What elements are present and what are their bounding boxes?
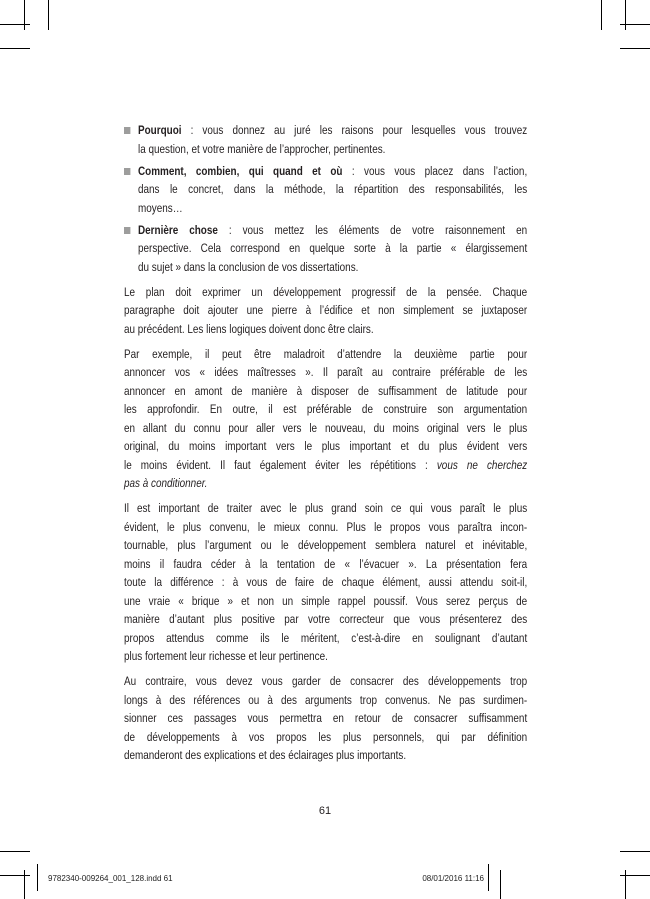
text-line xyxy=(124,728,527,747)
text-line xyxy=(124,474,527,493)
text-line xyxy=(138,199,527,218)
text-line xyxy=(124,419,527,438)
crop-mark xyxy=(48,0,49,30)
crop-mark xyxy=(500,870,501,899)
paragraph xyxy=(124,672,527,765)
text: demanderont des explications et des éclairages plus importants. xyxy=(124,748,407,762)
text-line xyxy=(124,629,527,648)
crop-mark xyxy=(620,24,650,25)
text-line xyxy=(124,382,527,401)
text-line xyxy=(124,320,527,339)
body-text xyxy=(124,121,527,765)
crop-mark xyxy=(37,864,38,891)
crop-mark xyxy=(601,0,602,30)
crop-mark xyxy=(0,875,30,876)
text-line xyxy=(124,746,527,765)
bullet-item xyxy=(124,221,527,277)
crop-mark xyxy=(24,0,25,30)
italic-text: pas à conditionner. xyxy=(124,476,208,490)
crop-mark xyxy=(625,870,626,899)
text: du sujet » dans la conclusion de vos dissertations. xyxy=(138,259,359,274)
text-line xyxy=(138,121,527,140)
text: dans le concret, dans la méthode, la répartition des responsabilités, les xyxy=(138,182,528,196)
text-line xyxy=(124,573,527,592)
text: toute la différence : à vous de faire de chaque élément, aussi attendu soit-il, xyxy=(124,575,528,589)
text-line xyxy=(124,499,527,518)
text-line xyxy=(124,301,527,320)
text: original, du moins important vers le plus important et du plus évident vers xyxy=(124,439,528,453)
text: annoncer en amont de manière à disposer de suffisamment de latitude pour xyxy=(124,383,528,398)
text: annoncer vos « idées maîtresses ». Il paraît au contraire préférable de les xyxy=(124,365,528,379)
text-line xyxy=(124,518,527,537)
bold-lead: Comment, combien, qui quand et où xyxy=(138,163,343,178)
crop-mark xyxy=(0,24,30,25)
text: Par exemple, il peut être maladroit d’attendre la deuxième partie pour xyxy=(124,346,528,361)
crop-mark xyxy=(620,851,650,852)
text: une vraie « brique » et non un simple rappel poussif. Vous serez perçus de xyxy=(124,593,528,608)
text: évident, le plus convenu, le mieux connu. Plus le propos vous paraîtra incon- xyxy=(124,519,528,534)
slug-date: 08/01/2016 11:16 xyxy=(422,874,484,883)
text: Le plan doit exprimer un développement progressif de la pensée. Chaque xyxy=(124,284,528,299)
text: Il est important de traiter avec le plus grand soin ce qui vous paraît le plus xyxy=(124,501,528,515)
text-line xyxy=(138,221,527,240)
text: le moins évident. Il faut également éviter les répétitions : xyxy=(124,457,437,472)
italic-text: vous ne cherchez xyxy=(436,457,528,472)
text: manière d’autant plus positive par votre correcteur que vous présenterez des xyxy=(124,612,528,626)
text: plus fortement leur richesse et leur pertinence. xyxy=(124,649,328,663)
text-line xyxy=(138,140,527,159)
text: : vous vous placez dans l’action, xyxy=(342,163,528,178)
crop-mark xyxy=(625,0,626,30)
text-line xyxy=(124,400,527,419)
text-line xyxy=(124,555,527,574)
text-line xyxy=(124,363,527,382)
text-line xyxy=(124,691,527,710)
paragraph xyxy=(124,283,527,339)
text: en allant du connu pour aller vers le nouveau, du moins original vers le plus xyxy=(124,420,528,435)
text: : vous mettez les éléments de votre raisonnement en xyxy=(217,222,528,237)
text-line xyxy=(124,647,527,666)
text: paragraphe doit ajouter une pierre à l’édifice et non simplement se juxtaposer xyxy=(124,303,528,317)
page-number: 61 xyxy=(318,805,332,817)
text: moyens… xyxy=(138,200,183,215)
text: tournable, plus l’argument ou le développement semblera naturel et inévitable, xyxy=(124,538,528,552)
text-line xyxy=(124,345,527,364)
bullet-item xyxy=(124,162,527,218)
text: perspective. Cela correspond en quelque sorte à la partie « élargissement xyxy=(138,241,528,255)
text-line xyxy=(124,709,527,728)
text-line xyxy=(124,672,527,691)
text: propos attendus comme ils le méritent, c’est-à-dire en soulignant d’autant xyxy=(124,630,528,645)
text: la question, et votre manière de l’approcher, pertinentes. xyxy=(138,141,386,156)
text: longs à des références ou à des arguments trop convenus. Ne pas surdimen- xyxy=(124,692,528,707)
text-line xyxy=(124,283,527,302)
crop-mark xyxy=(488,864,489,891)
text-line xyxy=(124,437,527,456)
text: Au contraire, vous devez vous garder de consacrer des développements trop xyxy=(124,674,528,688)
text-line xyxy=(138,258,527,277)
square-bullet-icon xyxy=(124,127,130,134)
bold-lead: Dernière chose xyxy=(138,222,218,237)
bold-lead: Pourquoi xyxy=(138,123,182,137)
text-line xyxy=(124,456,527,475)
crop-mark xyxy=(0,851,30,852)
square-bullet-icon xyxy=(124,168,130,175)
text: les approfondir. En outre, il est préférable de construire son argumentation xyxy=(124,402,528,416)
bullet-item xyxy=(124,121,527,158)
text-line xyxy=(138,180,527,199)
text-line xyxy=(124,592,527,611)
paragraph xyxy=(124,499,527,666)
text-line xyxy=(138,239,527,258)
text-line xyxy=(124,536,527,555)
text: moins il faudra céder à la tentation de « l’évacuer ». La présentation fera xyxy=(124,556,528,571)
paragraph xyxy=(124,345,527,493)
text: sionner ces passages vous permettra en retour de consacrer suffisamment xyxy=(124,711,528,725)
crop-mark xyxy=(0,48,30,49)
crop-mark xyxy=(620,48,650,49)
text: : vous donnez au juré les raisons pour lesquelles vous trouvez xyxy=(181,123,528,137)
text: de développements à vos propos les plus personnels, qui par définition xyxy=(124,729,528,744)
crop-mark xyxy=(24,870,25,899)
slug-file: 9782340-009264_001_128.indd 61 xyxy=(48,874,173,883)
text: au précédent. Les liens logiques doivent donc être clairs. xyxy=(124,321,374,336)
square-bullet-icon xyxy=(124,227,130,234)
text-line xyxy=(124,610,527,629)
text-line xyxy=(138,162,527,181)
